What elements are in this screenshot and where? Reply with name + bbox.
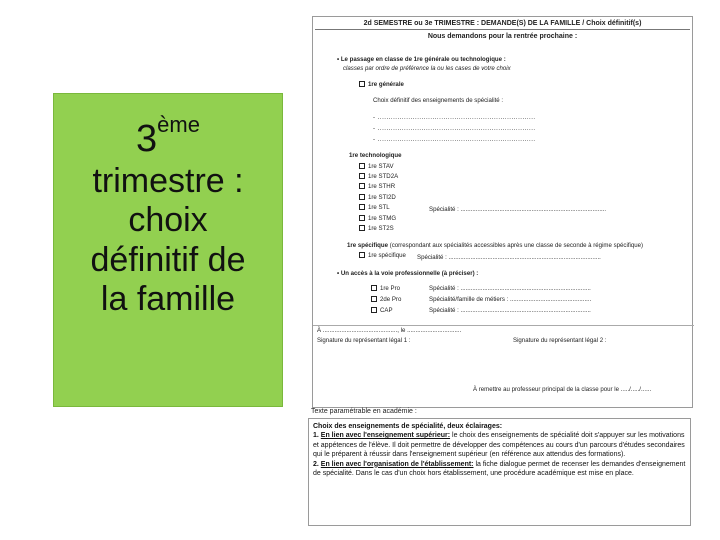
checkbox[interactable]: [371, 285, 377, 291]
signature-1: Signature du représentant légal 1 :: [317, 337, 411, 344]
title-line-1: trimestre :: [92, 162, 244, 200]
info-title: Choix des enseignements de spécialité, deux éclairages:: [313, 423, 503, 430]
techno-specialite: Spécialité : ......................................................................................: [429, 206, 607, 213]
slide-title-box: [53, 93, 283, 407]
techno-option[interactable]: 1re STL: [359, 204, 390, 211]
info-box: [308, 418, 691, 526]
pro-option[interactable]: 1re Pro: [371, 285, 400, 292]
form-subheader: Nous demandons pour la rentrée prochaine :: [427, 33, 578, 40]
generale-option[interactable]: 1re générale: [359, 81, 404, 88]
techno-option[interactable]: 1re STAV: [359, 163, 394, 170]
specifique-specialite: Spécialité : ..........................................................................................: [417, 254, 601, 261]
pro-detail: Spécialité : .............................................................................: [429, 307, 591, 314]
checkbox[interactable]: [359, 252, 365, 258]
passage-note: classes par ordre de préférence la ou les cases de votre choix: [343, 65, 511, 72]
checkbox[interactable]: [359, 81, 365, 87]
info-paragraph-2: 2. En lien avec l'organisation de l'établissement: la fiche dialogue permet de recenser les demandes d'enseignement de spécialité. Dans le cas d'un choix hors établissement, une procédure académique est mise en place.: [313, 460, 686, 477]
pro-detail: Spécialité : .............................................................................: [429, 285, 591, 292]
checkbox[interactable]: [359, 183, 365, 189]
dotted-line-3: - ........................................................................: [373, 136, 536, 143]
remettre-note: À remettre au professeur principal de la classe pour le ...../...../......: [473, 386, 652, 393]
pro-title: • Un accès à la voie professionnelle (à préciser) :: [337, 270, 479, 277]
pro-option[interactable]: 2de Pro: [371, 296, 401, 303]
checkbox[interactable]: [359, 173, 365, 179]
academie-label: Texte paramétrable en académie :: [311, 408, 417, 415]
form-document: [312, 16, 693, 408]
checkbox[interactable]: [371, 296, 377, 302]
ordinal: 3ème: [136, 112, 200, 160]
title-line-4: la famille: [100, 280, 236, 319]
divider: [313, 325, 694, 326]
checkbox[interactable]: [371, 307, 377, 313]
techno-option[interactable]: 1re STI2D: [359, 194, 396, 201]
specifique-option[interactable]: 1re spécifique: [359, 252, 406, 259]
checkbox[interactable]: [359, 225, 365, 231]
techno-option[interactable]: 1re STMG: [359, 215, 396, 222]
info-paragraph-1: 1. En lien avec l'enseignement supérieur: le choix des enseignements de spécialité doit s'appuyer sur les motivations et appétences de l'élève. Il doit permettre de développer des compétences au cours d'un parcours d'études secondaires qui le préparent à réussir dans l'enseignement supérieur (en référence aux attendus des formations).: [313, 432, 685, 459]
checkbox[interactable]: [359, 194, 365, 200]
pro-detail: Spécialité/famille de métiers : ................................................: [429, 296, 592, 303]
techno-option[interactable]: 1re ST2S: [359, 225, 394, 232]
form-header: 2d SEMESTRE ou 3e TRIMESTRE : DEMANDE(S) DE LA FAMILLE / Choix définitif(s): [315, 20, 690, 30]
title-line-3: définitif de: [90, 240, 246, 279]
checkbox[interactable]: [359, 163, 365, 169]
techno-title: 1re technologique: [349, 152, 402, 159]
techno-option[interactable]: 1re STHR: [359, 183, 395, 190]
signature-2: Signature du représentant légal 2 :: [513, 337, 607, 344]
dotted-line-2: - ........................................................................: [373, 125, 536, 132]
passage-title: • Le passage en classe de 1re générale ou technologique :: [337, 56, 506, 63]
techno-option[interactable]: 1re STD2A: [359, 173, 398, 180]
pro-option[interactable]: CAP: [371, 307, 393, 314]
dotted-line-1: - ........................................................................: [373, 114, 536, 121]
title-line-2: choix: [128, 201, 208, 240]
checkbox[interactable]: [359, 204, 365, 210]
specifique-row: 1re spécifique (correspondant aux spécialités accessibles après une classe de seconde à régime spécifique): [347, 242, 644, 249]
generale-choice-label: Choix définitif des enseignements de spécialité :: [373, 97, 504, 104]
place-date: À ............................................, le ................................: [317, 327, 462, 334]
checkbox[interactable]: [359, 215, 365, 221]
